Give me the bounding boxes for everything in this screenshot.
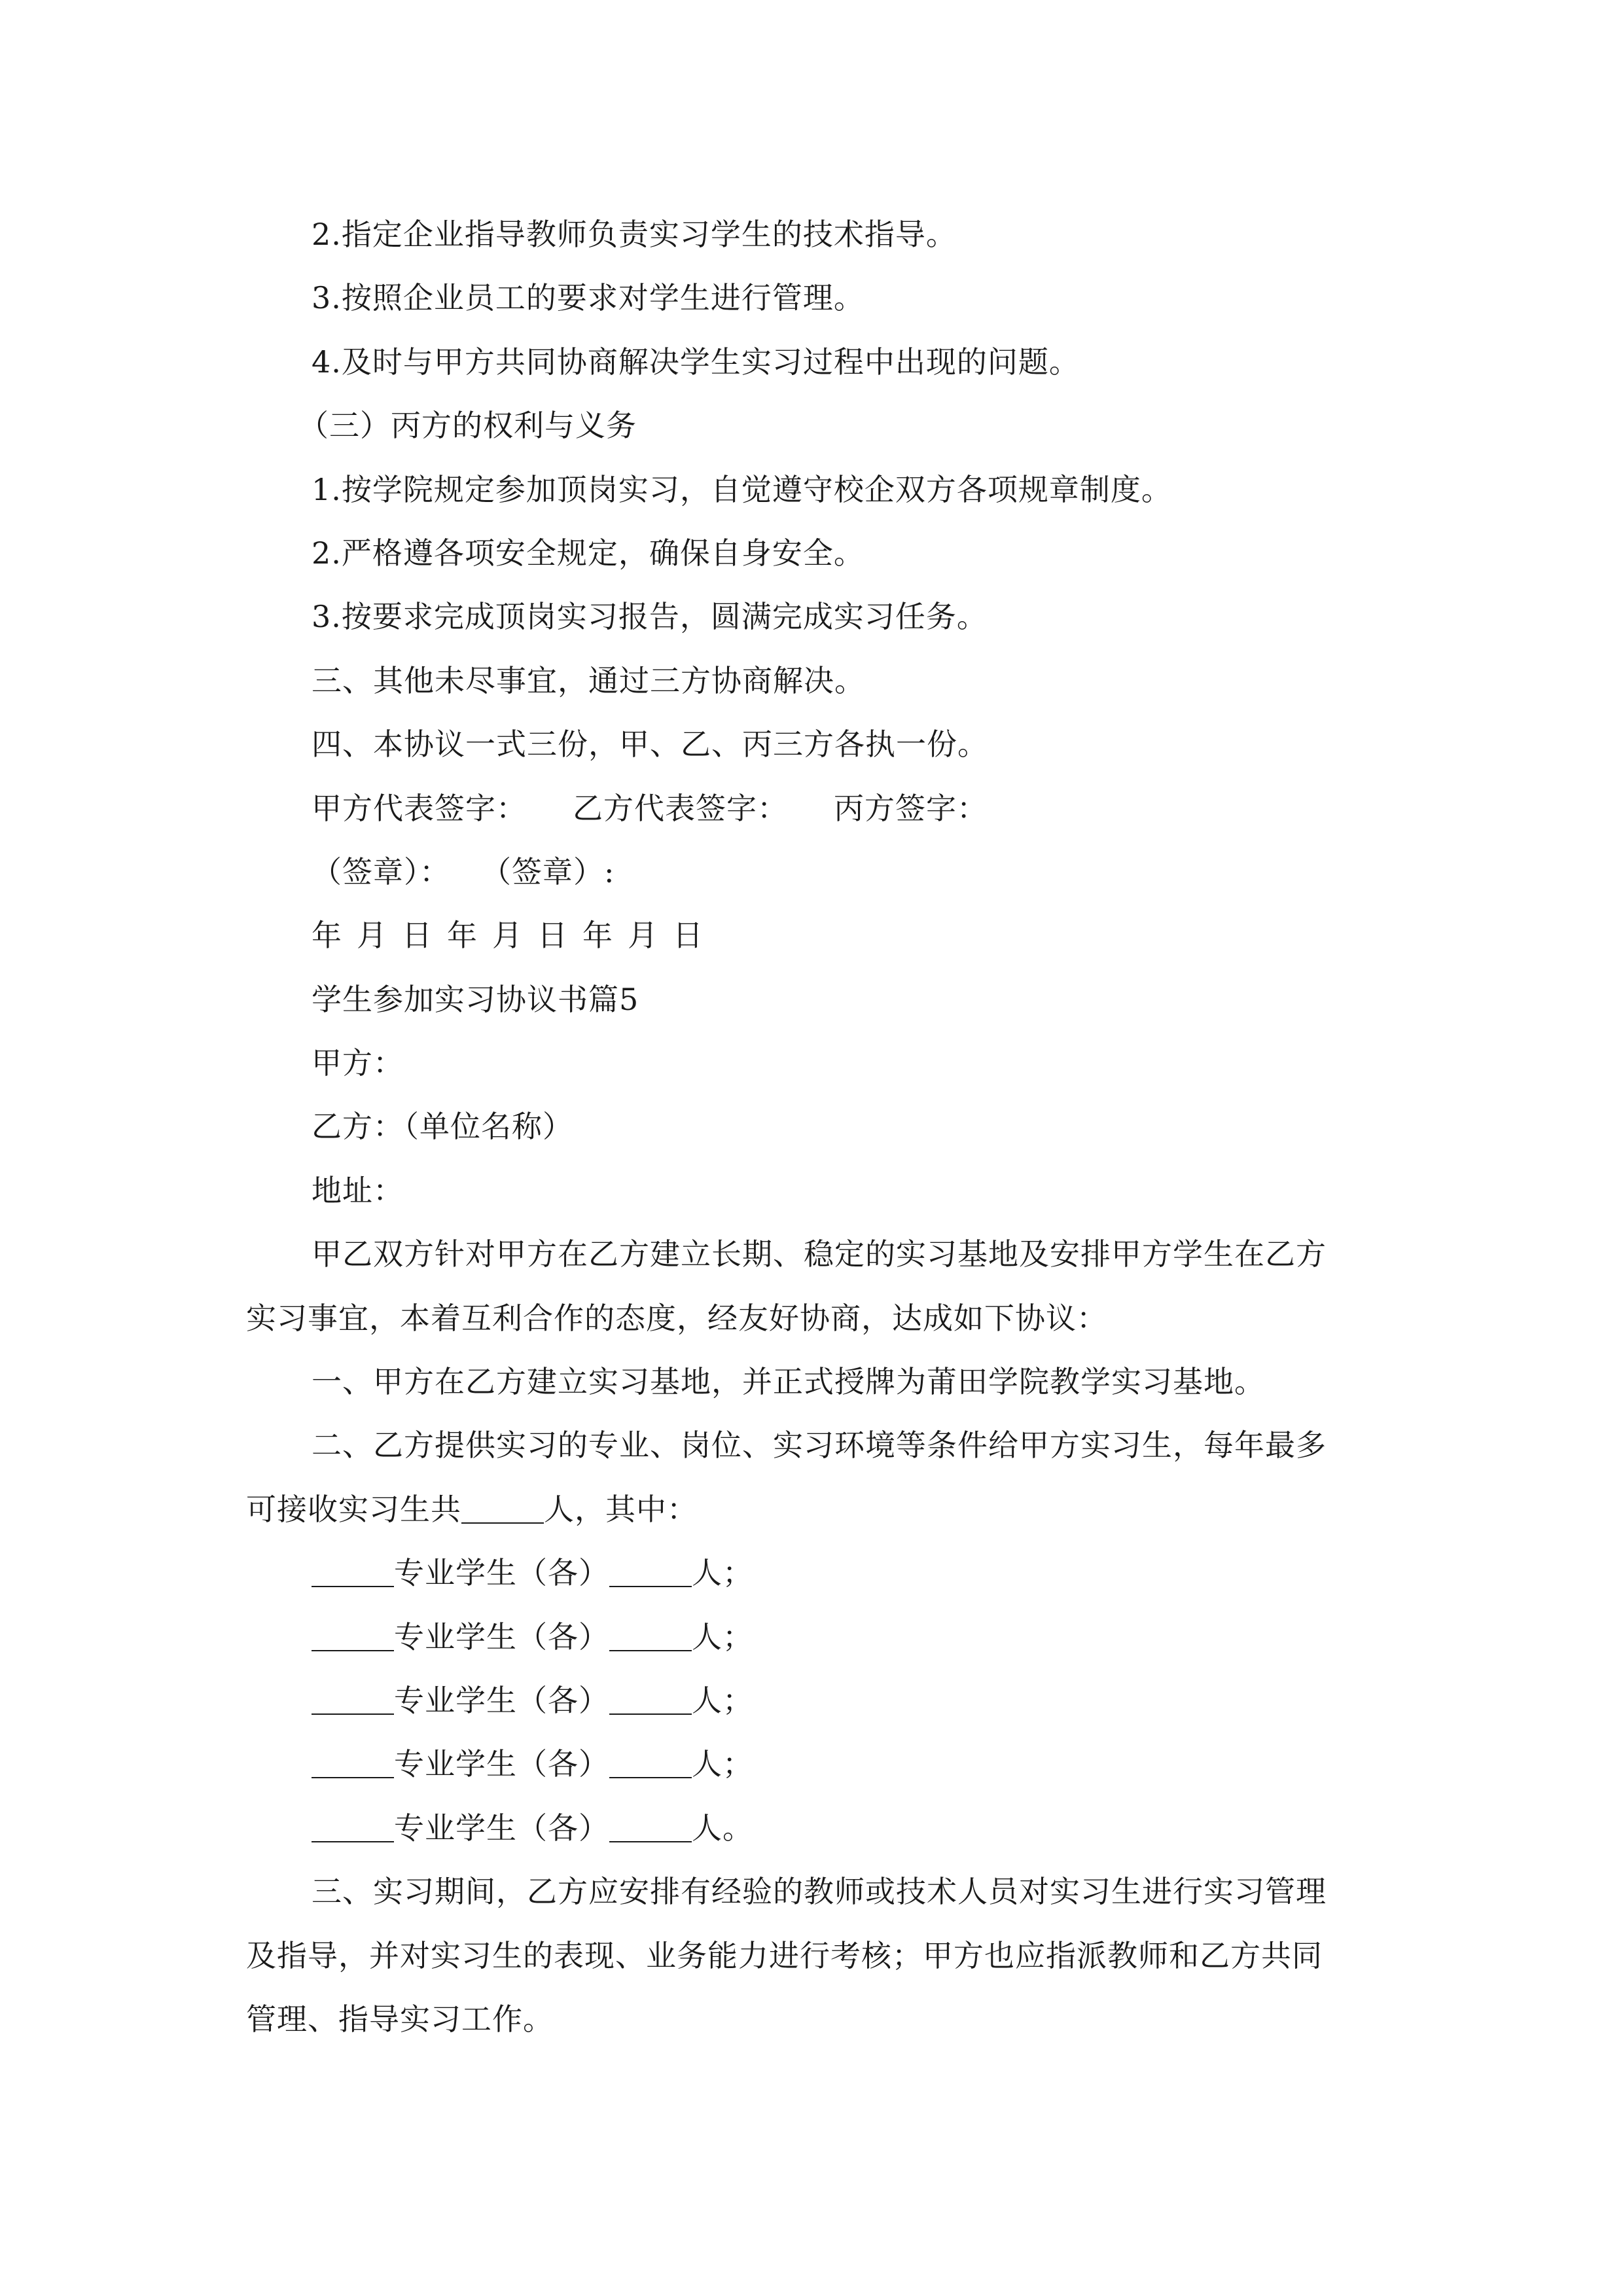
blank-major-name[interactable] <box>312 1556 394 1587</box>
date-year: 年 <box>447 918 478 954</box>
clause-2-text-end: 人，其中： <box>544 1491 698 1527</box>
clause-3-line-3: 管理、指导实习工作。 <box>246 2001 554 2037</box>
document-body <box>246 203 1378 2051</box>
paragraph-other-matters: 三、其他未尽事宜，通过三方协商解决。 <box>312 662 865 698</box>
intro-line-1: 甲乙双方针对甲方在乙方建立长期、稳定的实习基地及安排甲方学生在乙方 <box>312 1236 1327 1272</box>
blank-major-name[interactable] <box>312 1747 394 1778</box>
clause-1: 一、甲方在乙方建立实习基地，并正式授牌为莆田学院教学实习基地。 <box>312 1364 1265 1400</box>
paragraph-party-c-rule-1: 1.按学院规定参加顶岗实习，自觉遵守校企双方各项规章制度。 <box>312 471 1172 507</box>
signature-party-b: 乙方代表签字： <box>573 790 788 826</box>
blank-major-count[interactable] <box>609 1556 692 1587</box>
major-label: 专业学生（各） <box>394 1810 609 1846</box>
section-heading-party-c: （三）丙方的权利与义务 <box>298 408 637 444</box>
signature-row <box>246 777 1378 840</box>
person-unit: 人。 <box>692 1810 753 1846</box>
major-row <box>246 1797 1378 1860</box>
person-unit: 人； <box>692 1682 753 1718</box>
seal-row <box>246 840 1378 904</box>
blank-major-count[interactable] <box>609 1747 692 1778</box>
date-month: 月 <box>357 918 387 954</box>
party-a-label: 甲方： <box>312 1045 404 1081</box>
blank-major-name[interactable] <box>312 1620 394 1651</box>
date-day: 日 <box>402 918 433 954</box>
major-label: 专业学生（各） <box>394 1746 609 1782</box>
major-row <box>246 1732 1378 1796</box>
major-row <box>246 1541 1378 1605</box>
paragraph-enterprise-guidance: 2.指定企业指导教师负责实习学生的技术指导。 <box>312 217 957 252</box>
paragraph-enterprise-management: 3.按照企业员工的要求对学生进行管理。 <box>312 280 865 316</box>
clause-2-line-1: 二、乙方提供实习的专业、岗位、实习环境等条件给甲方实习生，每年最多 <box>312 1427 1327 1463</box>
major-row <box>246 1605 1378 1669</box>
paragraph-problem-resolution: 4.及时与甲方共同协商解决学生实习过程中出现的问题。 <box>312 344 1080 380</box>
signature-party-a: 甲方代表签字： <box>312 790 527 826</box>
date-month: 月 <box>628 918 658 954</box>
seal-party-a: （签章）： <box>312 853 450 889</box>
signature-party-c: 丙方签字： <box>834 790 988 826</box>
date-month: 月 <box>492 918 523 954</box>
person-unit: 人； <box>692 1555 753 1591</box>
paragraph-party-c-rule-2: 2.严格遵各项安全规定，确保自身安全。 <box>312 535 865 571</box>
clause-3-line-1: 三、实习期间，乙方应安排有经验的教师或技术人员对实习生进行实习管理 <box>312 1874 1327 1910</box>
blank-major-name[interactable] <box>312 1683 394 1715</box>
person-unit: 人； <box>692 1746 753 1782</box>
date-year: 年 <box>312 918 342 954</box>
blank-major-count[interactable] <box>609 1683 692 1715</box>
agreement-title: 学生参加实习协议书篇5 <box>312 981 639 1017</box>
date-day: 日 <box>537 918 568 954</box>
address-label: 地址： <box>312 1172 404 1208</box>
date-day: 日 <box>673 918 704 954</box>
clause-3-line-2: 及指导，并对实习生的表现、业务能力进行考核；甲方也应指派教师和乙方共同 <box>246 1937 1323 1973</box>
blank-major-name[interactable] <box>312 1811 394 1842</box>
major-row <box>246 1669 1378 1732</box>
clause-2-text: 可接收实习生共 <box>246 1491 461 1527</box>
blank-major-count[interactable] <box>609 1811 692 1842</box>
date-year: 年 <box>582 918 613 954</box>
major-label: 专业学生（各） <box>394 1555 609 1591</box>
intro-line-2: 实习事宜，本着互利合作的态度，经友好协商，达成如下协议： <box>246 1300 1107 1336</box>
seal-party-b: （签章）: <box>496 853 615 889</box>
party-b-label: 乙方：（单位名称） <box>312 1109 573 1145</box>
paragraph-party-c-rule-3: 3.按要求完成顶岗实习报告，圆满完成实习任务。 <box>312 599 988 635</box>
date-row <box>246 904 1378 967</box>
major-label: 专业学生（各） <box>394 1619 609 1655</box>
major-label: 专业学生（各） <box>394 1682 609 1718</box>
paragraph-copies: 四、本协议一式三份，甲、乙、丙三方各执一份。 <box>312 726 988 762</box>
clause-2-line-2 <box>246 1478 1378 1541</box>
person-unit: 人； <box>692 1619 753 1655</box>
blank-major-count[interactable] <box>609 1620 692 1651</box>
blank-total-count[interactable] <box>461 1492 544 1524</box>
